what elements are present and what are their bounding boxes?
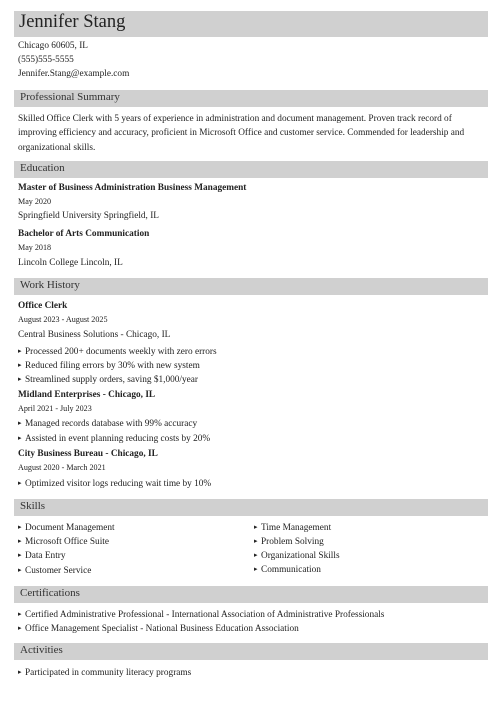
skill-text: Organizational Skills xyxy=(261,551,340,561)
job-dates: August 2023 - August 2025 xyxy=(18,315,108,324)
job-title: Office Clerk xyxy=(18,301,68,311)
skill-text: Customer Service xyxy=(25,566,92,576)
bullet-icon: ▸ xyxy=(18,375,22,383)
summary-heading: Professional Summary xyxy=(20,91,120,103)
activity-text: Participated in community literacy programs xyxy=(25,668,192,678)
certification-item xyxy=(18,622,299,635)
skill-text: Microsoft Office Suite xyxy=(25,537,109,547)
skill-text: Document Management xyxy=(25,523,115,533)
job-bullet-text: Reduced filing errors by 30% with new system xyxy=(25,361,200,371)
education-heading: Education xyxy=(20,162,65,174)
address: Chicago 60605, IL xyxy=(18,41,88,51)
work-section-header xyxy=(14,278,488,295)
skill-item xyxy=(254,549,340,562)
skill-item xyxy=(254,535,324,548)
bullet-icon: ▸ xyxy=(18,361,22,369)
summary-section-header xyxy=(14,90,488,107)
bullet-icon: ▸ xyxy=(18,434,22,442)
activities-section-header xyxy=(14,643,488,660)
work-heading: Work History xyxy=(20,279,80,291)
job-bullet-text: Processed 200+ documents weekly with zero errors xyxy=(25,347,217,357)
education-date: May 2018 xyxy=(18,243,52,252)
education-degree: Bachelor of Arts Communication xyxy=(18,229,150,239)
list-item xyxy=(18,345,217,358)
bullet-icon: ▸ xyxy=(18,551,22,559)
skill-item xyxy=(254,521,331,534)
list-item xyxy=(18,359,200,372)
skill-item xyxy=(18,535,109,548)
job-bullet-text: Managed records database with 99% accuracy xyxy=(25,419,198,429)
job-dates: April 2021 - July 2023 xyxy=(18,404,92,413)
certification-text: Certified Administrative Professional - International Association of Administrative Professionals xyxy=(25,610,385,620)
skills-section-header xyxy=(14,499,488,516)
bullet-icon: ▸ xyxy=(18,347,22,355)
skill-item xyxy=(18,549,66,562)
job-bullet-text: Assisted in event planning reducing costs by 20% xyxy=(25,434,211,444)
skill-text: Communication xyxy=(261,565,321,575)
job-bullet-text: Streamlined supply orders, saving $1,000/year xyxy=(25,375,198,385)
bullet-icon: ▸ xyxy=(18,610,22,618)
education-degree: Master of Business Administration Business Management xyxy=(18,183,247,193)
bullet-icon: ▸ xyxy=(18,668,22,676)
certifications-heading: Certifications xyxy=(20,587,80,599)
bullet-icon: ▸ xyxy=(18,624,22,632)
certifications-section-header xyxy=(14,586,488,603)
skill-item xyxy=(254,563,321,576)
bullet-icon: ▸ xyxy=(18,419,22,427)
list-item xyxy=(18,373,198,386)
education-date: May 2020 xyxy=(18,197,52,206)
job-title: City Business Bureau - Chicago, IL xyxy=(18,449,158,459)
activity-item xyxy=(18,666,191,679)
email[interactable]: Jennifer.Stang@example.com xyxy=(18,69,130,79)
education-section-header xyxy=(14,161,488,178)
education-school: Lincoln College Lincoln, IL xyxy=(18,258,123,268)
job-dates: August 2020 - March 2021 xyxy=(18,463,106,472)
certification-item xyxy=(18,608,384,621)
skill-item xyxy=(18,564,91,577)
job-company: Central Business Solutions - Chicago, IL xyxy=(18,330,171,340)
name-band xyxy=(14,11,488,37)
list-item xyxy=(18,477,211,490)
bullet-icon: ▸ xyxy=(18,479,22,487)
bullet-icon: ▸ xyxy=(254,551,258,559)
summary-text: Skilled Office Clerk with 5 years of experience in administration and document management. Proven track record of improving efficiency and accuracy, proficient in Microsoft Office and customer service. Commended for leadership and organizational skills. xyxy=(18,114,465,153)
skill-item xyxy=(18,521,115,534)
skills-heading: Skills xyxy=(20,500,46,512)
education-school: Springfield University Springfield, IL xyxy=(18,211,159,221)
bullet-icon: ▸ xyxy=(18,566,22,574)
certification-text: Office Management Specialist - National Business Education Association xyxy=(25,624,299,634)
candidate-name: Jennifer Stang xyxy=(19,12,126,32)
bullet-icon: ▸ xyxy=(254,537,258,545)
skill-text: Data Entry xyxy=(25,551,66,561)
bullet-icon: ▸ xyxy=(254,523,258,531)
activities-heading: Activities xyxy=(20,644,63,656)
bullet-icon: ▸ xyxy=(254,565,258,573)
list-item xyxy=(18,417,197,430)
bullet-icon: ▸ xyxy=(18,523,22,531)
job-title: Midland Enterprises - Chicago, IL xyxy=(18,390,156,400)
bullet-icon: ▸ xyxy=(18,537,22,545)
job-bullet-text: Optimized visitor logs reducing wait time by 10% xyxy=(25,479,212,489)
list-item xyxy=(18,432,210,445)
phone: (555)555-5555 xyxy=(18,55,74,65)
skill-text: Time Management xyxy=(261,523,332,533)
skill-text: Problem Solving xyxy=(261,537,324,547)
